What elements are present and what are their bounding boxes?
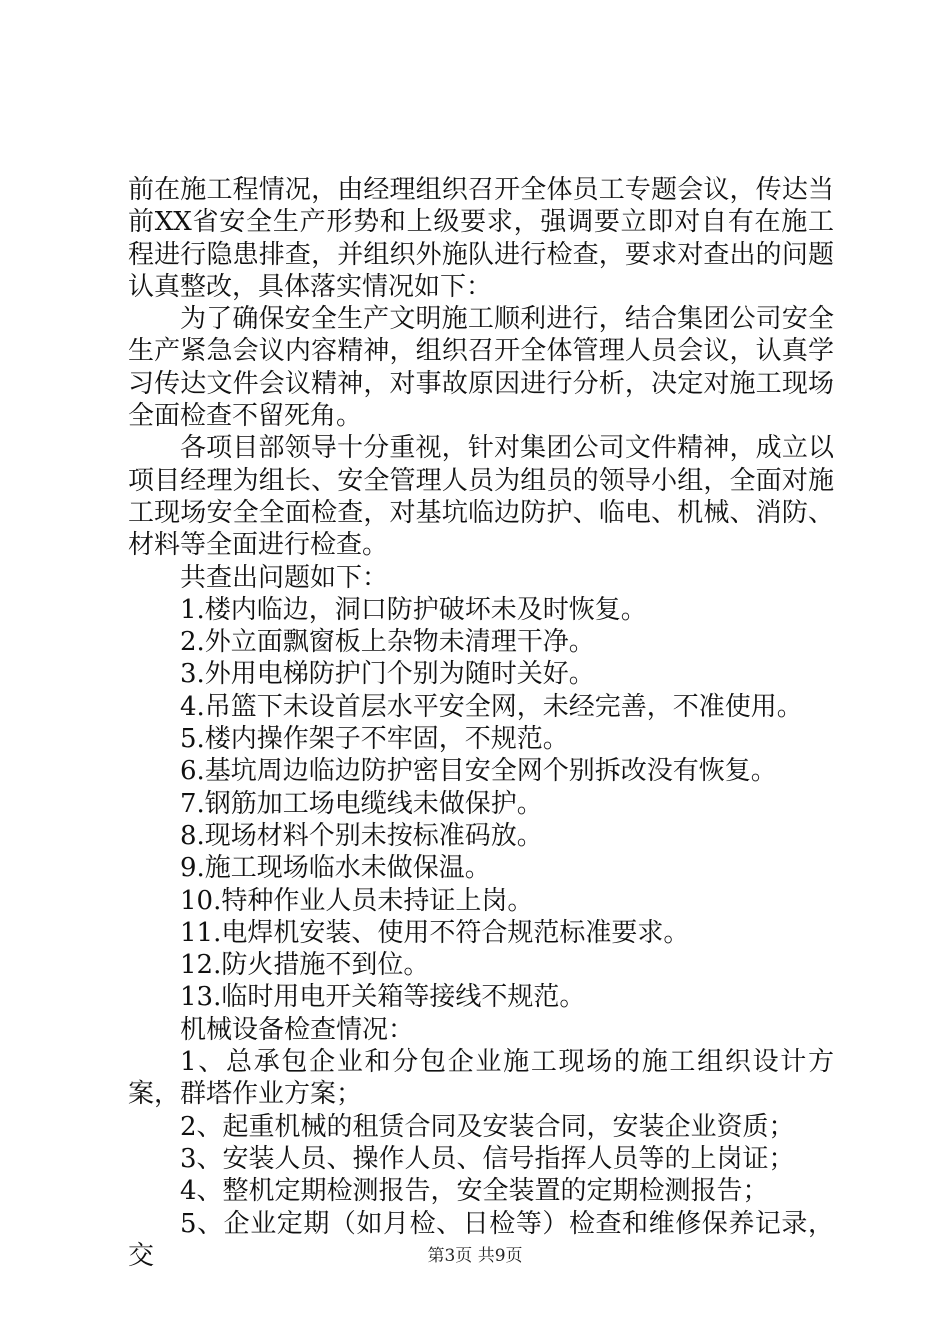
problems-heading: 共查出问题如下：: [180, 562, 389, 593]
page-footer: [0, 1241, 950, 1266]
problem-item: 11.电焊机安装、使用不符合规范标准要求。: [180, 917, 690, 948]
paragraph-ensure-safety: 为了确保安全生产文明施工顺利进行，结合集团公司安全生产紧急会议内容精神，组织召开全体管理人员会议，认真学习传达文件会议精神，对事故原因进行分析，决定对施工现场全面检查不留死角。: [128, 304, 834, 432]
paragraph-intro: 前在施工程情况，由经理组织召开全体员工专题会议，传达当前XX省安全生产形势和上级要求，强调要立即对自有在施工程进行隐患排查，并组织外施队进行检查，要求对查出的问题认真整改，具体落实情况如下：: [128, 175, 834, 302]
problem-item: 7.钢筋加工场电缆线未做保护。: [180, 788, 543, 819]
problem-item: 5.楼内操作架子不牢固，不规范。: [180, 724, 569, 755]
machinery-item: 4、整机定期检测报告，安全装置的定期检测报告；: [180, 1176, 769, 1207]
problem-item: 1.楼内临边，洞口防护破坏未及时恢复。: [180, 594, 647, 625]
document-body: [128, 174, 834, 1272]
page-number-label: 第3页 共9页: [427, 1246, 523, 1266]
problem-item: 8.现场材料个别未按标准码放。: [180, 820, 543, 851]
problem-item: 12.防火措施不到位。: [180, 950, 430, 981]
machinery-heading: 机械设备检查情况：: [180, 1014, 415, 1045]
machinery-item: 3、安装人员、操作人员、信号指挥人员等的上岗证；: [180, 1143, 795, 1174]
problem-item: 3.外用电梯防护门个别为随时关好。: [180, 659, 595, 690]
paragraph-project-leaders: 各项目部领导十分重视，针对集团公司文件精神，成立以项目经理为组长、安全管理人员为组员的领导小组，全面对施工现场安全全面检查，对基坑临边防护、临电、机械、消防、材料等全面进行检查。: [128, 433, 834, 561]
problem-item: 13.临时用电开关箱等接线不规范。: [180, 982, 586, 1013]
problem-item: 2.外立面飘窗板上杂物未清理干净。: [180, 627, 595, 658]
problem-item: 10.特种作业人员未持证上岗。: [180, 885, 534, 916]
problem-item: 9.施工现场临水未做保温。: [180, 853, 491, 884]
machinery-item: 2、起重机械的租赁合同及安装合同，安装企业资质；: [180, 1111, 795, 1142]
machinery-item: 1、总承包企业和分包企业施工现场的施工组织设计方案，群塔作业方案；: [128, 1047, 834, 1110]
problem-item: 6.基坑周边临边防护密目安全网个别拆改没有恢复。: [180, 756, 777, 787]
problem-item: 4.吊篮下未设首层水平安全网，未经完善，不准使用。: [180, 691, 803, 722]
machinery-item: 5、企业定期（如月检、日检等）检查和维修保养记录，交: [128, 1208, 834, 1271]
